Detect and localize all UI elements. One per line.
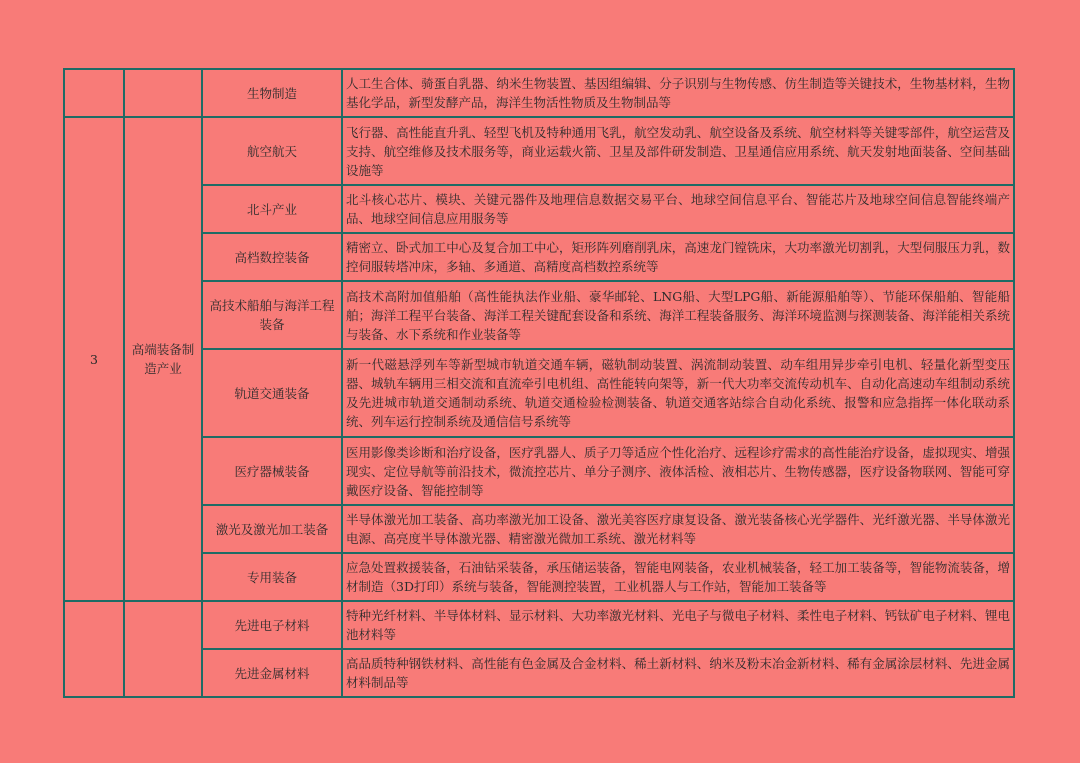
- subcategory-cell: 专用装备: [202, 553, 342, 601]
- subcategory-cell: 高技术船舶与海洋工程装备: [202, 281, 342, 349]
- table-row: [64, 649, 1014, 697]
- subcategory-cell: 高档数控装备: [202, 233, 342, 281]
- index-cell: [64, 601, 124, 697]
- description-cell: 高技术高附加值船舶（高性能执法作业船、豪华邮轮、LNG船、大型LPG船、新能源船舶等）、节能环保船舶、智能船舶；海洋工程平台装备、海洋工程关键配套设备和系统、海洋工程装备服务、海洋环境监测与探测装备、海洋能相关系统与装备、水下系统和作业装备等: [342, 281, 1014, 349]
- category-cell: [124, 69, 202, 117]
- subcategory-cell: 医疗器械装备: [202, 437, 342, 505]
- subcategory-cell: 轨道交通装备: [202, 349, 342, 437]
- category-cell: [124, 601, 202, 697]
- table-row: [64, 553, 1014, 601]
- description-cell: 高品质特种钢铁材料、高性能有色金属及合金材料、稀土新材料、纳米及粉末冶金新材料、稀有金属涂层材料、先进金属材料制品等: [342, 649, 1014, 697]
- subcategory-cell: 先进电子材料: [202, 601, 342, 649]
- index-cell: 3: [64, 117, 124, 601]
- description-cell: 医用影像类诊断和治疗设备，医疗乳器人、质子刀等适应个性化治疗、远程诊疗需求的高性能治疗设备，虚拟现实、增强现实、定位导航等前沿技术，微流控芯片、单分子测序、液体活检、液相芯片、生物传感器，医疗设备物联网、智能可穿戴医疗设备、智能控制等: [342, 437, 1014, 505]
- description-cell: 半导体激光加工装备、高功率激光加工设备、激光美容医疗康复设备、激光装备核心光学器件、光纤激光器、半导体激光电源、高亮度半导体激光器、精密激光微加工系统、激光材料等: [342, 505, 1014, 553]
- description-cell: 北斗核心芯片、模块、关键元器件及地理信息数据交易平台、地球空间信息平台、智能芯片及地球空间信息智能终端产品、地球空间信息应用服务等: [342, 185, 1014, 233]
- table-row: [64, 117, 1014, 185]
- description-cell: 精密立、卧式加工中心及复合加工中心，矩形阵列磨削乳床，高速龙门镗铣床，大功率激光切割乳，大型伺服压力乳，数控伺服转塔冲床，多轴、多通道、高精度高档数控系统等: [342, 233, 1014, 281]
- industry-catalog-table: [63, 68, 1015, 698]
- table-row: [64, 185, 1014, 233]
- table-row: [64, 281, 1014, 349]
- table-row: [64, 69, 1014, 117]
- category-cell: 高端装备制造产业: [124, 117, 202, 601]
- table-row: [64, 437, 1014, 505]
- table-row: [64, 601, 1014, 649]
- subcategory-cell: 生物制造: [202, 69, 342, 117]
- description-cell: 飞行器、高性能直升乳、轻型飞机及特种通用飞乳，航空发动乳、航空设备及系统、航空材料等关键零部件，航空运营及支持、航空维修及技术服务等，商业运载火箭、卫星及部件研发制造、卫星通信应用系统、航天发射地面装备、空间基础设施等: [342, 117, 1014, 185]
- table-row: [64, 233, 1014, 281]
- subcategory-cell: 激光及激光加工装备: [202, 505, 342, 553]
- description-cell: 人工生合体、骑蛋自乳器、纳米生物装置、基因组编辑、分子识别与生物传感、仿生制造等关键技术，生物基材料，生物基化学品，新型发酵产品，海洋生物活性物质及生物制品等: [342, 69, 1014, 117]
- table-row: [64, 349, 1014, 437]
- subcategory-cell: 先进金属材料: [202, 649, 342, 697]
- index-cell: [64, 69, 124, 117]
- description-cell: 新一代磁悬浮列车等新型城市轨道交通车辆，磁轨制动装置、涡流制动装置、动车组用异步牵引电机、轻量化新型变压器、城轨车辆用三相交流和直流牵引电机组、高性能转向架等，新一代大功率交流传动机车、自动化高速动车组制动系统及先进城市轨道交通制动系统、轨道交通检验检测装备、轨道交通客站综合自动化系统、报警和应急指挥一体化联动系统、列车运行控制系统及通信信号系统等: [342, 349, 1014, 437]
- subcategory-cell: 北斗产业: [202, 185, 342, 233]
- subcategory-cell: 航空航天: [202, 117, 342, 185]
- description-cell: 特种光纤材料、半导体材料、显示材料、大功率激光材料、光电子与微电子材料、柔性电子材料、钙钛矿电子材料、锂电池材料等: [342, 601, 1014, 649]
- table-row: [64, 505, 1014, 553]
- description-cell: 应急处置救援装备，石油钻采装备，承压储运装备，智能电网装备，农业机械装备，轻工加工装备等，智能物流装备，增材制造（3D打印）系统与装备，智能测控装置，工业机器人与工作站，智能加工装备等: [342, 553, 1014, 601]
